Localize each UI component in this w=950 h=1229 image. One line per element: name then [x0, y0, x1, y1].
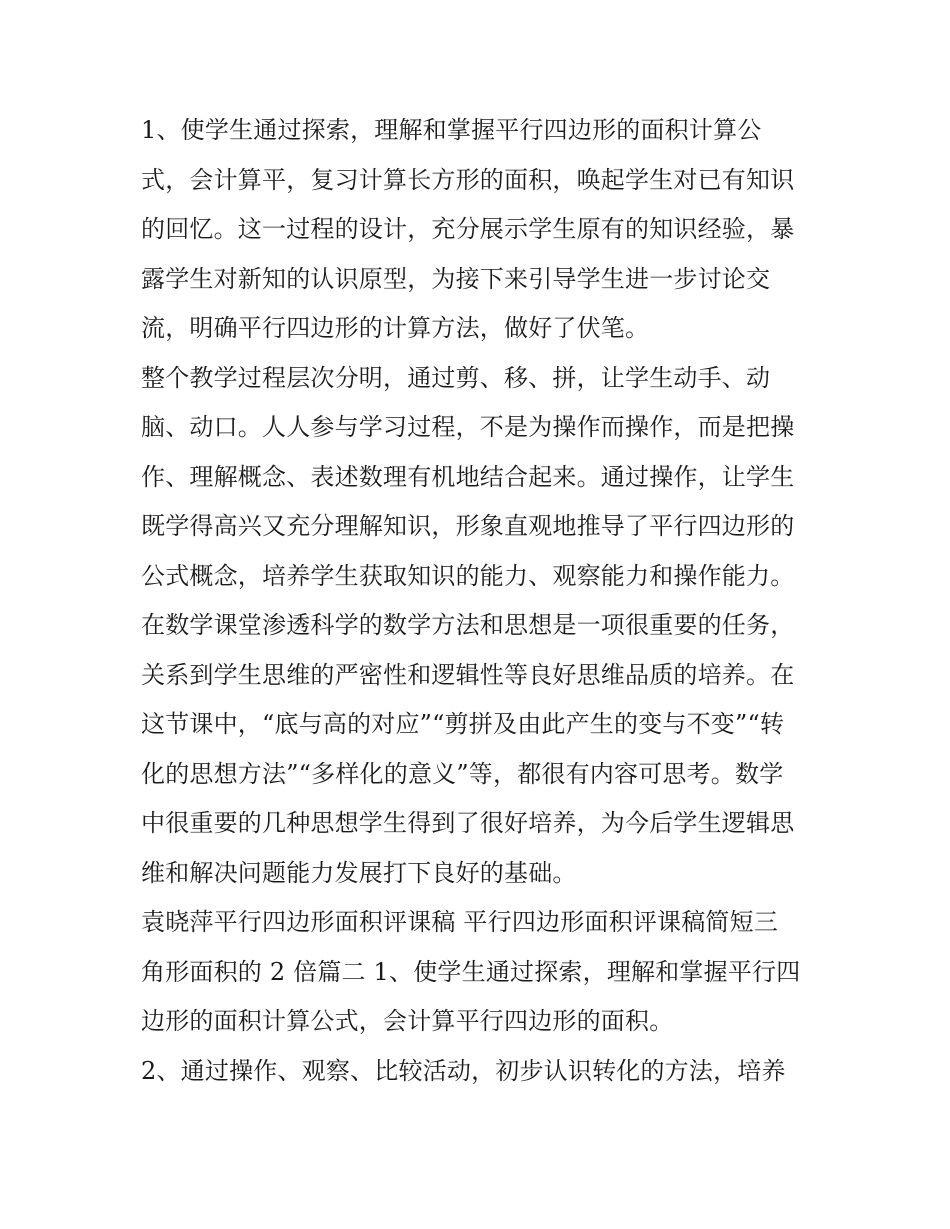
text-line: 流，明确平行四边形的计算方法，做好了伏笔。	[141, 314, 650, 342]
text-line: 作、理解概念、表述数理有机地结合起来。通过操作，让学生	[141, 462, 795, 491]
text-line: 既学得高兴又充分理解知识，形象直观地推导了平行四边形的	[141, 512, 795, 540]
text-line: 维和解决问题能力发展打下良好的基础。	[141, 858, 577, 887]
text-line: 这节课中，“底与高的对应”“剪拼及由此产生的变与不变”“转	[141, 710, 785, 738]
text-line: 露学生对新知的认识原型，为接下来引导学生进一步讨论交	[141, 264, 771, 293]
document-body	[141, 106, 813, 1096]
text-line: 脑、动口。人人参与学习过程，不是为操作而操作，而是把操	[141, 413, 795, 441]
text-line: 公式概念，培养学生获取知识的能力、观察能力和操作能力。	[141, 561, 795, 590]
text-line: 关系到学生思维的严密性和逻辑性等良好思维品质的培养。在	[141, 660, 795, 689]
text-line: 整个教学过程层次分明，通过剪、移、拼，让学生动手、动	[141, 363, 771, 392]
text-line: 边形的面积计算公式，会计算平行四边形的面积。	[141, 1007, 674, 1035]
text-line: 中很重要的几种思想学生得到了很好培养，为今后学生逻辑思	[141, 809, 795, 837]
text-line: 化的思想方法”“多样化的意义”等，都很有内容可思考。数学	[141, 759, 784, 788]
text-line: 角形面积的 2 倍篇二 1、使学生通过探索，理解和掌握平行四	[141, 957, 801, 986]
text-line: 的回忆。这一过程的设计，充分展示学生原有的知识经验，暴	[141, 215, 795, 243]
text-line: 1、使学生通过探索，理解和掌握平行四边形的面积计算公	[141, 116, 762, 144]
text-line: 在数学课堂渗透科学的数学方法和思想是一项很重要的任务，	[141, 611, 795, 639]
text-line: 2、通过操作、观察、比较活动，初步认识转化的方法，培养	[141, 1056, 786, 1085]
text-line: 式，会计算平，复习计算长方形的面积，唤起学生对已有知识	[141, 165, 795, 194]
text-line: 袁晓萍平行四边形面积评课稿 平行四边形面积评课稿简短三	[141, 908, 779, 936]
